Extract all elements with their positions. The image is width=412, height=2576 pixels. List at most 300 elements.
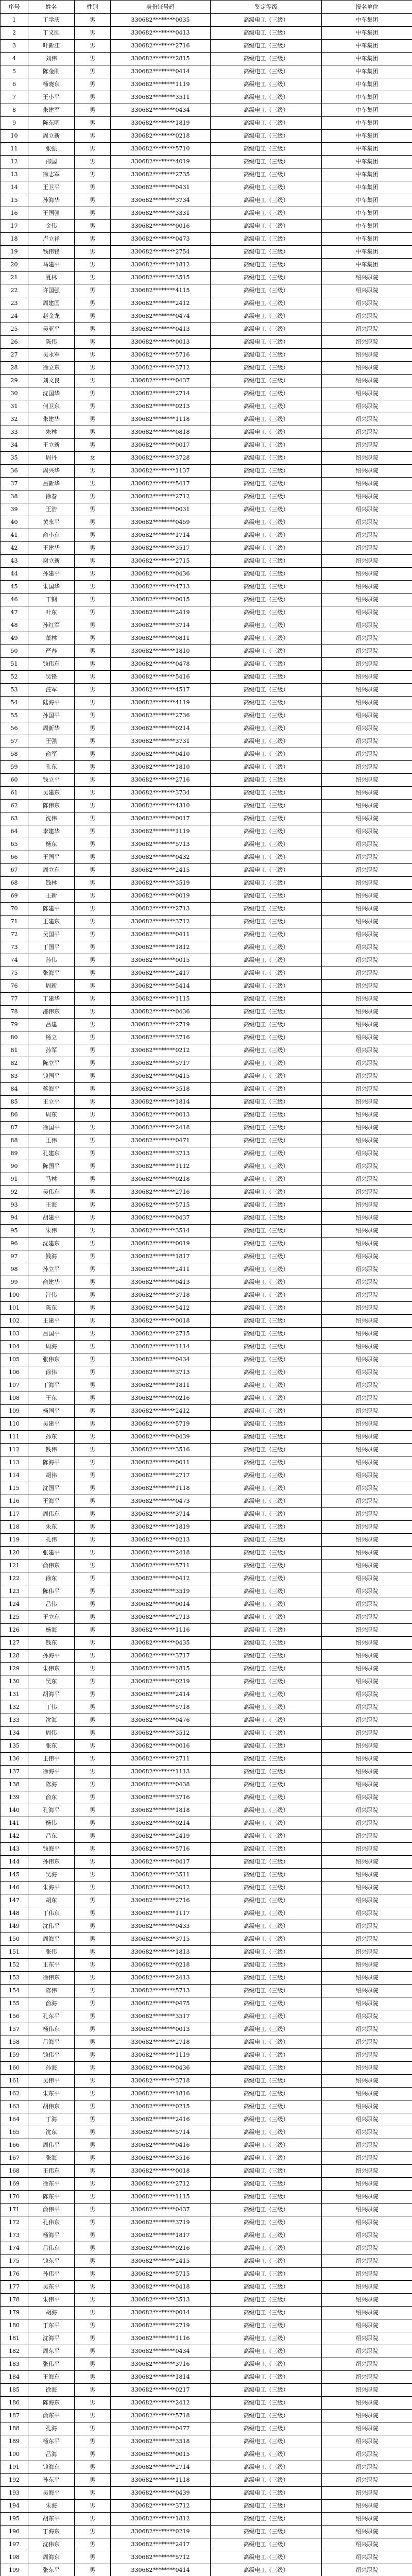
- cell-grade: 高级电工（三级）: [211, 606, 322, 619]
- cell-index: 91: [1, 1173, 28, 1186]
- cell-gender: 男: [75, 1044, 111, 1057]
- cell-name: 周新: [28, 980, 75, 993]
- cell-unit: 绍兴职院: [322, 1766, 412, 1778]
- cell-index: 1: [1, 14, 28, 27]
- cell-gender: 男: [75, 619, 111, 632]
- cell-name: 陈海东: [28, 2397, 75, 2410]
- table-row: [1, 2410, 412, 2422]
- table-row: [1, 400, 412, 413]
- cell-index: 35: [1, 452, 28, 465]
- table-row: [1, 1263, 412, 1276]
- cell-grade: 高级电工（三级）: [211, 27, 322, 40]
- table-row: [1, 1482, 412, 1495]
- cell-index: 179: [1, 2307, 28, 2319]
- cell-index: 111: [1, 1431, 28, 1444]
- cell-id-number: 330682********2412: [111, 297, 211, 310]
- cell-unit: 绍兴职院: [322, 2294, 412, 2307]
- cell-id-number: 330682********0432: [111, 851, 211, 864]
- cell-name: 张海: [28, 2152, 75, 2165]
- cell-index: 151: [1, 1946, 28, 1959]
- table-row: [1, 2487, 412, 2500]
- cell-gender: 男: [75, 1791, 111, 1804]
- cell-grade: 高级电工（三级）: [211, 2268, 322, 2281]
- table-row: [1, 1122, 412, 1134]
- cell-index: 101: [1, 1302, 28, 1315]
- cell-unit: 绍兴职院: [322, 812, 412, 825]
- cell-id-number: 330682********0476: [111, 1714, 211, 1727]
- cell-unit: 绍兴职院: [322, 2242, 412, 2255]
- cell-id-number: 330682********0212: [111, 1044, 211, 1057]
- cell-unit: 绍兴职院: [322, 1804, 412, 1817]
- cell-gender: 男: [75, 387, 111, 400]
- cell-gender: 男: [75, 2100, 111, 2113]
- cell-gender: 男: [75, 1353, 111, 1366]
- cell-gender: 男: [75, 1057, 111, 1070]
- cell-index: 180: [1, 2319, 28, 2332]
- cell-id-number: 330682********0478: [111, 658, 211, 671]
- cell-grade: 高级电工（三级）: [211, 709, 322, 722]
- cell-name: 王立新: [28, 439, 75, 452]
- cell-gender: 男: [75, 1688, 111, 1701]
- cell-gender: 男: [75, 1328, 111, 1341]
- cell-unit: 绍兴职院: [322, 1418, 412, 1431]
- cell-index: 85: [1, 1096, 28, 1109]
- cell-index: 61: [1, 787, 28, 800]
- cell-name: 夏林: [28, 272, 75, 284]
- cell-gender: 男: [75, 1598, 111, 1611]
- table-row: [1, 104, 412, 117]
- table-row: [1, 143, 412, 156]
- cell-index: 136: [1, 1753, 28, 1766]
- cell-index: 167: [1, 2152, 28, 2165]
- cell-gender: 男: [75, 1083, 111, 1096]
- table-row: [1, 2371, 412, 2384]
- cell-index: 11: [1, 143, 28, 156]
- cell-gender: 男: [75, 542, 111, 555]
- cell-id-number: 330682********4115: [111, 284, 211, 297]
- cell-name: 胡建平: [28, 1212, 75, 1225]
- table-row: [1, 838, 412, 851]
- cell-gender: 男: [75, 2526, 111, 2538]
- cell-id-number: 330682********0014: [111, 2307, 211, 2319]
- cell-id-number: 330682********1118: [111, 413, 211, 426]
- cell-id-number: 330682********2415: [111, 2255, 211, 2268]
- cell-grade: 高级电工（三级）: [211, 2113, 322, 2126]
- cell-unit: 绍兴职院: [322, 838, 412, 851]
- cell-gender: 男: [75, 1392, 111, 1405]
- cell-grade: 高级电工（三级）: [211, 1804, 322, 1817]
- table-row: [1, 130, 412, 143]
- cell-name: 钱国平: [28, 1070, 75, 1083]
- table-row: [1, 658, 412, 671]
- cell-name: 钱伟平: [28, 2049, 75, 2062]
- cell-unit: 绍兴职院: [322, 503, 412, 516]
- cell-name: 沈建东: [28, 1238, 75, 1250]
- cell-gender: 男: [75, 735, 111, 748]
- cell-gender: 男: [75, 2410, 111, 2422]
- table-row: [1, 1997, 412, 2010]
- cell-gender: 男: [75, 310, 111, 323]
- table-row: [1, 194, 412, 207]
- cell-grade: 高级电工（三级）: [211, 40, 322, 53]
- cell-grade: 高级电工（三级）: [211, 1598, 322, 1611]
- table-row: [1, 916, 412, 928]
- cell-id-number: 330682********1117: [111, 1907, 211, 1920]
- table-row: [1, 619, 412, 632]
- cell-gender: 男: [75, 2358, 111, 2371]
- table-row: [1, 709, 412, 722]
- cell-index: 116: [1, 1495, 28, 1508]
- cell-unit: 绍兴职院: [322, 2204, 412, 2216]
- table-header: [1, 1, 412, 14]
- cell-id-number: 330682********1810: [111, 645, 211, 658]
- cell-id-number: 330682********1812: [111, 259, 211, 272]
- cell-index: 157: [1, 2023, 28, 2036]
- cell-gender: 男: [75, 439, 111, 452]
- table-row: [1, 1212, 412, 1225]
- cell-name: 丁海平: [28, 1379, 75, 1392]
- cell-grade: 高级电工（三级）: [211, 336, 322, 349]
- cell-index: 27: [1, 349, 28, 362]
- cell-unit: 绍兴职院: [322, 671, 412, 684]
- cell-grade: 高级电工（三级）: [211, 1611, 322, 1624]
- cell-grade: 高级电工（三级）: [211, 1843, 322, 1856]
- cell-grade: 高级电工（三级）: [211, 2178, 322, 2191]
- cell-gender: 男: [75, 1675, 111, 1688]
- table-row: [1, 2255, 412, 2268]
- table-row: [1, 2062, 412, 2075]
- cell-name: 周兴华: [28, 465, 75, 478]
- table-row: [1, 1199, 412, 1212]
- table-row: [1, 2332, 412, 2345]
- cell-unit: 绍兴职院: [322, 1740, 412, 1753]
- cell-name: 俞小东: [28, 529, 75, 542]
- cell-gender: 男: [75, 1572, 111, 1585]
- cell-unit: 中车集团: [322, 14, 412, 27]
- cell-grade: 高级电工（三级）: [211, 1147, 322, 1160]
- cell-unit: 绍兴职院: [322, 2191, 412, 2204]
- cell-name: 陈东: [28, 1302, 75, 1315]
- cell-id-number: 330682********1116: [111, 2332, 211, 2345]
- cell-grade: 高级电工（三级）: [211, 465, 322, 478]
- cell-index: 8: [1, 104, 28, 117]
- cell-index: 171: [1, 2204, 28, 2216]
- cell-index: 63: [1, 812, 28, 825]
- cell-unit: 绍兴职院: [322, 2358, 412, 2371]
- cell-name: 张伟: [28, 1946, 75, 1959]
- cell-name: 孔东平: [28, 2010, 75, 2023]
- cell-grade: 高级电工（三级）: [211, 2216, 322, 2229]
- cell-id-number: 330682********0035: [111, 14, 211, 27]
- cell-gender: 男: [75, 632, 111, 645]
- cell-unit: 绍兴职院: [322, 1341, 412, 1353]
- table-row: [1, 2216, 412, 2229]
- cell-name: 丁国平: [28, 941, 75, 954]
- cell-gender: 男: [75, 993, 111, 1006]
- table-row: [1, 2191, 412, 2204]
- cell-id-number: 330682********3714: [111, 1508, 211, 1521]
- cell-name: 陈伟: [28, 336, 75, 349]
- cell-grade: 高级电工（三级）: [211, 555, 322, 568]
- cell-id-number: 330682********5414: [111, 980, 211, 993]
- cell-id-number: 330682********0019: [111, 890, 211, 903]
- cell-gender: 男: [75, 1907, 111, 1920]
- cell-grade: 高级电工（三级）: [211, 1186, 322, 1199]
- table-row: [1, 2049, 412, 2062]
- table-row: [1, 2551, 412, 2564]
- cell-index: 110: [1, 1418, 28, 1431]
- cell-index: 98: [1, 1263, 28, 1276]
- cell-name: 孙立平: [28, 1263, 75, 1276]
- cell-index: 29: [1, 375, 28, 387]
- cell-gender: 男: [75, 1817, 111, 1830]
- cell-grade: 高级电工（三级）: [211, 812, 322, 825]
- cell-grade: 高级电工（三级）: [211, 78, 322, 91]
- cell-grade: 高级电工（三级）: [211, 143, 322, 156]
- table-row: [1, 452, 412, 465]
- cell-gender: 男: [75, 2461, 111, 2474]
- cell-index: 109: [1, 1405, 28, 1418]
- cell-gender: 男: [75, 362, 111, 375]
- cell-id-number: 330682********2735: [111, 168, 211, 181]
- cell-name: 王国强: [28, 207, 75, 220]
- table-row: [1, 2139, 412, 2152]
- cell-grade: 高级电工（三级）: [211, 91, 322, 104]
- cell-unit: 绍兴职院: [322, 2010, 412, 2023]
- cell-grade: 高级电工（三级）: [211, 1444, 322, 1456]
- cell-gender: 男: [75, 2010, 111, 2023]
- cell-unit: 绍兴职院: [322, 272, 412, 284]
- cell-id-number: 330682********5719: [111, 1418, 211, 1431]
- cell-grade: 高级电工（三级）: [211, 2204, 322, 2216]
- table-row: [1, 967, 412, 980]
- cell-index: 168: [1, 2165, 28, 2178]
- cell-gender: 男: [75, 1263, 111, 1276]
- cell-id-number: 330682********1819: [111, 1521, 211, 1534]
- table-row: [1, 761, 412, 774]
- cell-gender: 男: [75, 181, 111, 194]
- cell-index: 133: [1, 1714, 28, 1727]
- cell-id-number: 330682********1819: [111, 117, 211, 130]
- cell-gender: 男: [75, 104, 111, 117]
- cell-unit: 绍兴职院: [322, 1006, 412, 1019]
- table-row: [1, 697, 412, 709]
- cell-gender: 男: [75, 684, 111, 697]
- cell-index: 14: [1, 181, 28, 194]
- cell-gender: 男: [75, 671, 111, 684]
- cell-id-number: 330682********5718: [111, 1701, 211, 1714]
- cell-unit: 绍兴职院: [322, 375, 412, 387]
- cell-index: 124: [1, 1598, 28, 1611]
- cell-grade: 高级电工（三级）: [211, 2191, 322, 2204]
- cell-grade: 高级电工（三级）: [211, 2062, 322, 2075]
- table-row: [1, 2513, 412, 2526]
- cell-grade: 高级电工（三级）: [211, 1740, 322, 1753]
- cell-id-number: 330682********2716: [111, 40, 211, 53]
- cell-unit: 绍兴职院: [322, 2461, 412, 2474]
- cell-gender: 男: [75, 1701, 111, 1714]
- cell-grade: 高级电工（三级）: [211, 928, 322, 941]
- table-row: [1, 1044, 412, 1057]
- cell-gender: 男: [75, 336, 111, 349]
- cell-id-number: 330682********0017: [111, 812, 211, 825]
- cell-unit: 绍兴职院: [322, 2023, 412, 2036]
- cell-name: 孙军: [28, 1044, 75, 1057]
- cell-id-number: 330682********2416: [111, 2113, 211, 2126]
- table-row: [1, 2538, 412, 2551]
- cell-index: 115: [1, 1482, 28, 1495]
- cell-id-number: 330682********1812: [111, 941, 211, 954]
- cell-id-number: 330682********5711: [111, 1560, 211, 1572]
- cell-grade: 高级电工（三级）: [211, 2332, 322, 2345]
- cell-index: 6: [1, 78, 28, 91]
- cell-gender: 男: [75, 928, 111, 941]
- table-row: [1, 2126, 412, 2139]
- table-row: [1, 2088, 412, 2100]
- cell-id-number: 330682********2417: [111, 967, 211, 980]
- table-row: [1, 1701, 412, 1714]
- cell-index: 197: [1, 2538, 28, 2551]
- cell-gender: 男: [75, 2513, 111, 2526]
- cell-gender: 男: [75, 207, 111, 220]
- cell-grade: 高级电工（三级）: [211, 671, 322, 684]
- cell-name: 俞伟平: [28, 2204, 75, 2216]
- cell-grade: 高级电工（三级）: [211, 568, 322, 581]
- cell-index: 68: [1, 877, 28, 890]
- cell-index: 161: [1, 2075, 28, 2088]
- cell-gender: 男: [75, 1070, 111, 1083]
- cell-index: 130: [1, 1675, 28, 1688]
- table-row: [1, 27, 412, 40]
- cell-unit: 绍兴职院: [322, 1907, 412, 1920]
- cell-index: 181: [1, 2332, 28, 2345]
- cell-unit: 绍兴职院: [322, 722, 412, 735]
- cell-index: 137: [1, 1766, 28, 1778]
- cell-name: 俞军: [28, 748, 75, 761]
- cell-gender: 男: [75, 1276, 111, 1289]
- cell-index: 184: [1, 2371, 28, 2384]
- cell-index: 150: [1, 1933, 28, 1946]
- cell-unit: 绍兴职院: [322, 362, 412, 375]
- cell-id-number: 330682********1811: [111, 1379, 211, 1392]
- cell-grade: 高级电工（三级）: [211, 2500, 322, 2513]
- table-row: [1, 1057, 412, 1070]
- cell-id-number: 330682********0015: [111, 2448, 211, 2461]
- cell-id-number: 330682********1815: [111, 1663, 211, 1675]
- cell-grade: 高级电工（三级）: [211, 993, 322, 1006]
- cell-id-number: 330682********2413: [111, 1972, 211, 1985]
- cell-unit: 绍兴职院: [322, 2307, 412, 2319]
- cell-gender: 男: [75, 2564, 111, 2576]
- table-row: [1, 1031, 412, 1044]
- cell-grade: 高级电工（三级）: [211, 748, 322, 761]
- cell-id-number: 330682********0016: [111, 1740, 211, 1753]
- cell-id-number: 330682********5716: [111, 349, 211, 362]
- cell-index: 149: [1, 1920, 28, 1933]
- table-row: [1, 1134, 412, 1147]
- cell-index: 120: [1, 1547, 28, 1560]
- cell-name: 沈海: [28, 1714, 75, 1727]
- cell-id-number: 330682********0013: [111, 2023, 211, 2036]
- table-body: [1, 14, 412, 2576]
- cell-gender: 男: [75, 65, 111, 78]
- cell-name: 徐立东: [28, 362, 75, 375]
- cell-index: 117: [1, 1508, 28, 1521]
- cell-unit: 绍兴职院: [322, 2422, 412, 2435]
- cell-id-number: 330682********0471: [111, 1134, 211, 1147]
- cell-name: 钱东平: [28, 2255, 75, 2268]
- cell-grade: 高级电工（三级）: [211, 2307, 322, 2319]
- cell-name: 邵国: [28, 156, 75, 168]
- cell-id-number: 330682********3714: [111, 619, 211, 632]
- cell-gender: 男: [75, 297, 111, 310]
- table-row: [1, 2152, 412, 2165]
- table-row: [1, 1250, 412, 1263]
- cell-gender: 男: [75, 1147, 111, 1160]
- cell-index: 199: [1, 2564, 28, 2576]
- cell-grade: 高级电工（三级）: [211, 1894, 322, 1907]
- table-row: [1, 1856, 412, 1869]
- cell-gender: 男: [75, 1031, 111, 1044]
- cell-name: 张强: [28, 143, 75, 156]
- cell-gender: 男: [75, 1997, 111, 2010]
- cell-grade: 高级电工（三级）: [211, 1405, 322, 1418]
- cell-unit: 绍兴职院: [322, 1315, 412, 1328]
- cell-unit: 绍兴职院: [322, 1031, 412, 1044]
- cell-grade: 高级电工（三级）: [211, 246, 322, 259]
- cell-index: 62: [1, 800, 28, 812]
- cell-grade: 高级电工（三级）: [211, 1302, 322, 1315]
- cell-index: 145: [1, 1869, 28, 1882]
- cell-unit: 绍兴职院: [322, 1985, 412, 1997]
- table-row: [1, 2448, 412, 2461]
- table-row: [1, 336, 412, 349]
- cell-gender: 男: [75, 761, 111, 774]
- cell-name: 马建平: [28, 259, 75, 272]
- cell-grade: 高级电工（三级）: [211, 1585, 322, 1598]
- cell-id-number: 330682********0219: [111, 2526, 211, 2538]
- cell-grade: 高级电工（三级）: [211, 516, 322, 529]
- cell-unit: 绍兴职院: [322, 1856, 412, 1869]
- cell-id-number: 330682********3515: [111, 272, 211, 284]
- cell-name: 朱伟东: [28, 1663, 75, 1675]
- cell-id-number: 330682********4713: [111, 581, 211, 594]
- cell-gender: 男: [75, 1134, 111, 1147]
- cell-grade: 高级电工（三级）: [211, 581, 322, 594]
- cell-gender: 男: [75, 2023, 111, 2036]
- cell-grade: 高级电工（三级）: [211, 259, 322, 272]
- cell-grade: 高级电工（三级）: [211, 658, 322, 671]
- cell-index: 47: [1, 606, 28, 619]
- cell-unit: 绍兴职院: [322, 490, 412, 503]
- table-row: [1, 980, 412, 993]
- cell-unit: 绍兴职院: [322, 529, 412, 542]
- cell-grade: 高级电工（三级）: [211, 362, 322, 375]
- table-row: [1, 1444, 412, 1456]
- cell-gender: 男: [75, 2062, 111, 2075]
- cell-index: 30: [1, 387, 28, 400]
- cell-name: 杨东平: [28, 2435, 75, 2448]
- cell-index: 176: [1, 2268, 28, 2281]
- cell-name: 丁海东: [28, 2526, 75, 2538]
- table-row: [1, 954, 412, 967]
- cell-id-number: 330682********0437: [111, 1212, 211, 1225]
- cell-name: 叶东: [28, 606, 75, 619]
- cell-index: 123: [1, 1585, 28, 1598]
- cell-index: 142: [1, 1830, 28, 1843]
- cell-index: 122: [1, 1572, 28, 1585]
- cell-gender: 男: [75, 1199, 111, 1212]
